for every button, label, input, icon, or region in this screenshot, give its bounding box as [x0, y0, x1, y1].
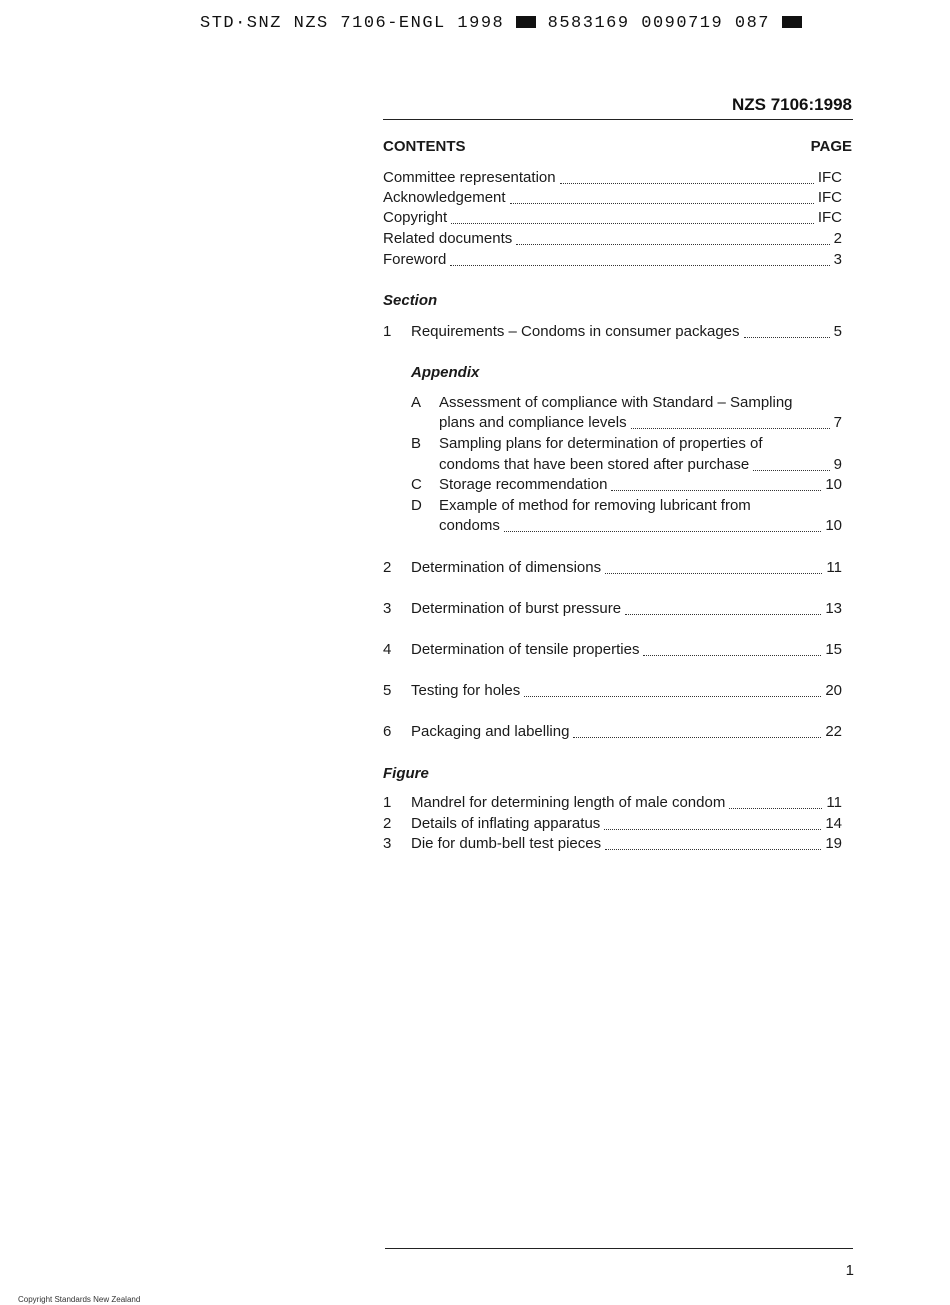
toc-entry-page: 15 [825, 641, 842, 658]
toc-entry-label: Committee representation [383, 169, 556, 186]
title-rule [383, 119, 853, 120]
leader-dots [573, 736, 821, 738]
contents-heading: CONTENTS [383, 138, 466, 155]
appendix-title-line: Example of method for removing lubricant from [439, 497, 751, 514]
leader-dots [510, 202, 814, 204]
toc-entry-label: Acknowledgement [383, 189, 506, 206]
toc-entry-label: Die for dumb-bell test pieces [411, 835, 602, 852]
leader-dots [631, 427, 830, 429]
toc-entry-label: Determination of dimensions [411, 559, 602, 576]
toc-entry-label: Details of inflating apparatus [411, 815, 601, 832]
toc-entry-label: Determination of tensile properties [411, 641, 640, 658]
leader-dots [524, 695, 821, 697]
toc-entry-related-documents[interactable] [383, 229, 842, 249]
toc-entry-page: IFC [817, 169, 842, 186]
toc-entry-acknowledgement[interactable] [383, 188, 842, 208]
toc-entry-label: Packaging and labelling [411, 723, 570, 740]
toc-entry-page: 9 [833, 456, 842, 473]
toc-entry-section-3[interactable] [411, 599, 842, 619]
leader-dots [504, 530, 821, 532]
toc-entry-label: Related documents [383, 230, 513, 247]
toc-entry-page: 10 [825, 476, 842, 493]
leader-dots [611, 489, 821, 491]
toc-entry-page: 2 [833, 230, 842, 247]
toc-entry-label: Testing for holes [411, 682, 521, 699]
toc-entry-appendix-d[interactable] [439, 516, 842, 536]
leader-dots [643, 654, 821, 656]
toc-entry-section-1[interactable] [411, 322, 842, 342]
section-number: 3 [383, 600, 392, 617]
leader-dots [753, 469, 829, 471]
scan-header-code: 8583169 0090719 087 [547, 14, 770, 33]
section-number: 6 [383, 723, 392, 740]
toc-entry-label: Mandrel for determining length of male condom [411, 794, 726, 811]
scan-header [200, 14, 800, 33]
leader-dots [605, 572, 822, 574]
appendix-letter: B [411, 435, 422, 452]
toc-entry-page: 13 [825, 600, 842, 617]
figure-number: 1 [383, 794, 392, 811]
toc-entry-section-6[interactable] [411, 722, 842, 742]
toc-entry-label: condoms [439, 517, 500, 534]
section-number: 4 [383, 641, 392, 658]
figure-number: 3 [383, 835, 392, 852]
appendix-letter: C [411, 476, 422, 493]
copyright-footer: Copyright Standards New Zealand [18, 1295, 141, 1304]
toc-entry-label: plans and compliance levels [439, 414, 627, 431]
leader-dots [450, 264, 829, 266]
leader-dots [729, 807, 822, 809]
section-heading: Section [383, 292, 438, 309]
toc-entry-label: condoms that have been stored after purchase [439, 456, 750, 473]
appendix-title-line: Assessment of compliance with Standard – Sampling [439, 394, 793, 411]
toc-entry-label: Copyright [383, 209, 448, 226]
toc-entry-label: Determination of burst pressure [411, 600, 622, 617]
toc-entry-copyright[interactable] [383, 208, 842, 228]
page-column-heading: PAGE [810, 138, 852, 155]
scan-header-prefix: STD·SNZ NZS 7106-ENGL 1998 [200, 14, 505, 33]
toc-entry-page: 20 [825, 682, 842, 699]
leader-dots [516, 243, 829, 245]
section-number: 2 [383, 559, 392, 576]
toc-entry-page: 22 [825, 723, 842, 740]
toc-entry-section-5[interactable] [411, 681, 842, 701]
toc-entry-page: IFC [817, 189, 842, 206]
toc-entry-figure-2[interactable] [411, 814, 842, 834]
toc-entry-committee[interactable] [383, 168, 842, 188]
toc-entry-label: Storage recommendation [439, 476, 608, 493]
toc-entry-page: 7 [833, 414, 842, 431]
toc-entry-page: IFC [817, 209, 842, 226]
section-number: 5 [383, 682, 392, 699]
figure-heading: Figure [383, 765, 429, 782]
toc-entry-page: 11 [826, 794, 842, 811]
toc-entry-page: 3 [833, 251, 842, 268]
appendix-title-line: Sampling plans for determination of properties of [439, 435, 763, 452]
redaction-block [516, 16, 536, 28]
toc-entry-page: 14 [825, 815, 842, 832]
appendix-letter: A [411, 394, 422, 411]
toc-entry-label: Requirements – Condoms in consumer packages [411, 323, 740, 340]
toc-entry-section-2[interactable] [411, 558, 842, 578]
toc-entry-section-4[interactable] [411, 640, 842, 660]
leader-dots [625, 613, 821, 615]
leader-dots [605, 848, 821, 850]
leader-dots [744, 336, 830, 338]
toc-entry-page: 5 [833, 323, 842, 340]
section-number: 1 [383, 323, 392, 340]
redaction-block [782, 16, 802, 28]
footer-rule [385, 1248, 853, 1249]
appendix-heading: Appendix [411, 364, 480, 381]
leader-dots [604, 828, 821, 830]
toc-entry-figure-1[interactable] [411, 793, 842, 813]
appendix-letter: D [411, 497, 422, 514]
toc-entry-appendix-c[interactable] [439, 475, 842, 495]
page-number: 1 [845, 1262, 854, 1279]
toc-entry-figure-3[interactable] [411, 834, 842, 854]
leader-dots [560, 182, 814, 184]
toc-entry-page: 10 [825, 517, 842, 534]
toc-entry-page: 11 [826, 559, 842, 576]
toc-entry-appendix-b[interactable] [439, 455, 842, 475]
toc-entry-foreword[interactable] [383, 250, 842, 270]
toc-entry-label: Foreword [383, 251, 447, 268]
toc-entry-page: 19 [825, 835, 842, 852]
standard-title: NZS 7106:1998 [731, 95, 852, 114]
toc-entry-appendix-a[interactable] [439, 413, 842, 433]
figure-number: 2 [383, 815, 392, 832]
leader-dots [451, 222, 814, 224]
